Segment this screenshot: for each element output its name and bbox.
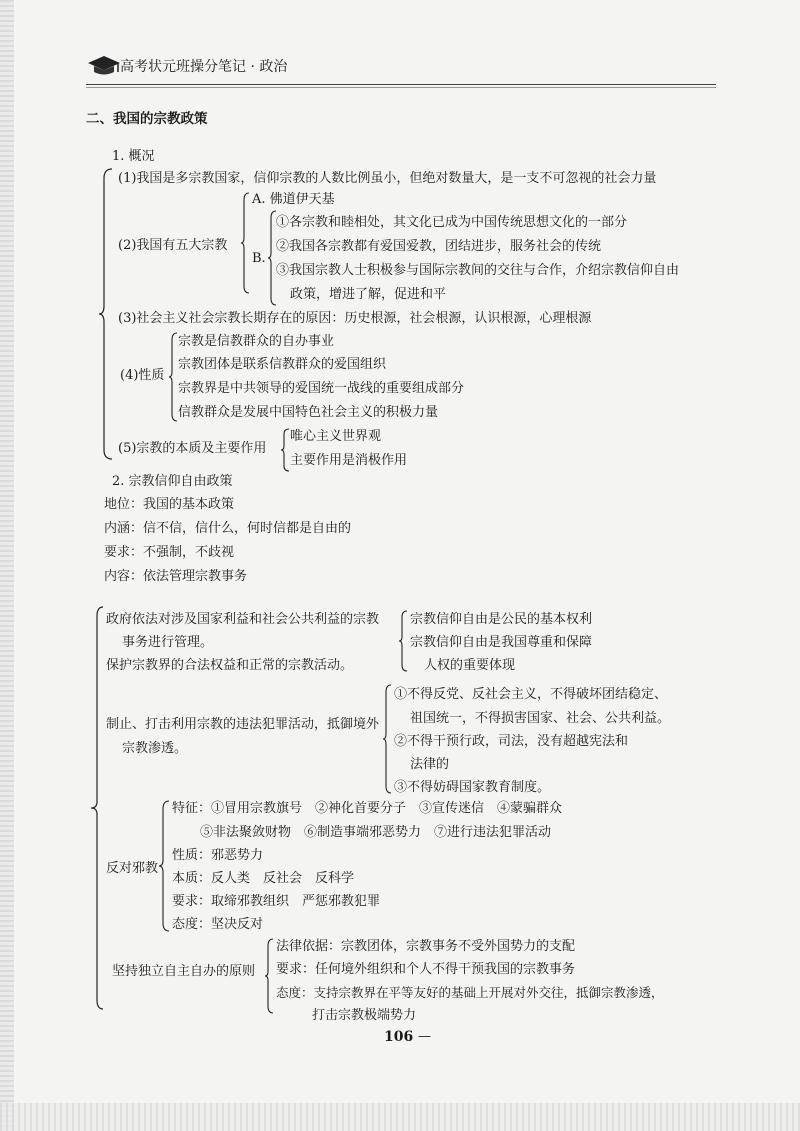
overview-heading: 1. 概况 [112,149,155,164]
management-brace [90,606,104,1010]
mgmt-row2: 保护宗教界的合法权益和正常的宗教活动。 [106,658,354,673]
item5-brace [280,428,290,472]
freedom-heading: 2. 宗教信仰自由政策 [112,474,233,489]
scan-edge-bottom [0,1103,800,1131]
freedom-line-4: 内容：依法管理宗教事务 [104,569,248,584]
overview-item3: (3)社会主义社会宗教长期存在的原因：历史根源，社会根源，认识根源，心理根源 [118,311,592,326]
row3-right-line-5: ③不得妨碍国家教育制度。 [394,780,551,795]
cult-features-row1: 特征：①冒用宗教旗号 ②神化首要分子 ③宣传迷信 ④蒙骗群众 [172,801,563,816]
cult-label: 反对邪教 [106,861,159,876]
cult-attitude: 态度：坚决反对 [172,917,264,932]
row1-right-line-2: 宗教信仰自由是我国尊重和保障 [410,635,593,650]
page-number: 106 [384,1029,414,1045]
item4-line-4: 信教群众是发展中国特色社会主义的积极力量 [178,405,439,420]
overview-item1: (1)我国是多宗教国家，信仰宗教的人数比例虽小，但绝对数量大，是一支不可忽视的社会力量 [118,171,657,186]
overview-item2-label: (2)我国有五大宗教 [118,238,228,253]
section-title: 二、我国的宗教政策 [86,111,208,127]
header-title: 高考状元班操分笔记 · 政治 [120,59,288,75]
row3-right-line-3: ②不得干预行政，司法，没有超越宪法和 [394,734,629,749]
mgmt-row1-line-2: 事务进行管理。 [122,635,214,650]
scan-edge-left [0,0,14,1131]
row3-right-brace [382,684,392,794]
graduation-cap-icon [86,54,122,78]
row1-right-line-1: 宗教信仰自由是公民的基本权利 [410,612,593,627]
freedom-line-2: 内涵：信不信，信什么，何时信都是自由的 [104,521,352,536]
item5-line-2: 主要作用是消极作用 [290,453,408,468]
cult-nature: 性质：邪恶势力 [172,848,264,863]
item2-a: A. 佛道伊天基 [252,192,335,207]
page-number-dash: — [418,1029,431,1044]
mgmt-row3-line-1: 制止、打击利用宗教的违法犯罪活动，抵御境外 [106,717,380,732]
item5-line-1: 唯心主义世界观 [290,429,382,444]
independence-line-1: 法律依据：宗教团体，宗教事务不受外国势力的支配 [276,939,576,954]
header-rule-thin [86,87,716,88]
item2-b-line-3: ③我国宗教人士积极参与国际宗教间的交往与合作，介绍宗教信仰自由 [276,263,680,278]
overview-brace [98,168,114,460]
independence-brace [264,938,274,1014]
row1-right-brace [398,610,408,672]
row3-right-line-4: 法律的 [410,757,450,772]
independence-label: 坚持独立自主自办的原则 [112,964,256,979]
freedom-line-3: 要求：不强制，不歧视 [104,545,235,560]
cult-brace [158,800,170,932]
item4-line-1: 宗教是信教群众的自办事业 [178,334,335,349]
cult-features-row2: ⑤非法聚敛财物 ⑥制造事端邪恶势力 ⑦进行违法犯罪活动 [200,825,552,840]
item4-brace [168,332,178,422]
item2-brace [240,192,250,294]
item4-line-3: 宗教界是中共领导的爱国统一战线的重要组成部分 [178,381,465,396]
row3-right-line-2: 祖国统一，不得损害国家、社会、公共利益。 [410,711,671,726]
item2-b-line-4: 政策，增进了解，促进和平 [290,287,447,302]
item2-b-label: B. [252,251,266,266]
row1-right-line-3: 人权的重要体现 [424,658,516,673]
item2-b-line-2: ②我国各宗教都有爱国爱教，团结进步，服务社会的传统 [276,239,602,254]
independence-line-4: 打击宗教极端势力 [312,1008,417,1023]
independence-line-2: 要求：任何境外组织和个人不得干预我国的宗教事务 [276,962,576,977]
header-rule [86,84,716,85]
item4-line-2: 宗教团体是联系信教群众的爱国组织 [178,357,387,372]
cult-requirement: 要求：取缔邪教组织 严惩邪教犯罪 [172,894,381,909]
mgmt-row3-line-2: 宗教渗透。 [122,741,188,756]
overview-item5-label: (5)宗教的本质及主要作用 [118,441,267,456]
cult-essence: 本质：反人类 反社会 反科学 [172,871,355,886]
item2-b-line-1: ①各宗教和睦相处，其文化已成为中国传统思想文化的一部分 [276,215,628,230]
independence-line-3: 态度：支持宗教界在平等友好的基础上开展对外交往，抵御宗教渗透， [276,985,664,1000]
freedom-line-1: 地位：我国的基本政策 [104,497,235,512]
mgmt-row1-line-1: 政府依法对涉及国家利益和社会公共利益的宗教 [106,612,380,627]
row3-right-line-1: ①不得反党、反社会主义，不得破坏团结稳定、 [394,687,668,702]
overview-item4-label: (4)性质 [120,368,165,383]
